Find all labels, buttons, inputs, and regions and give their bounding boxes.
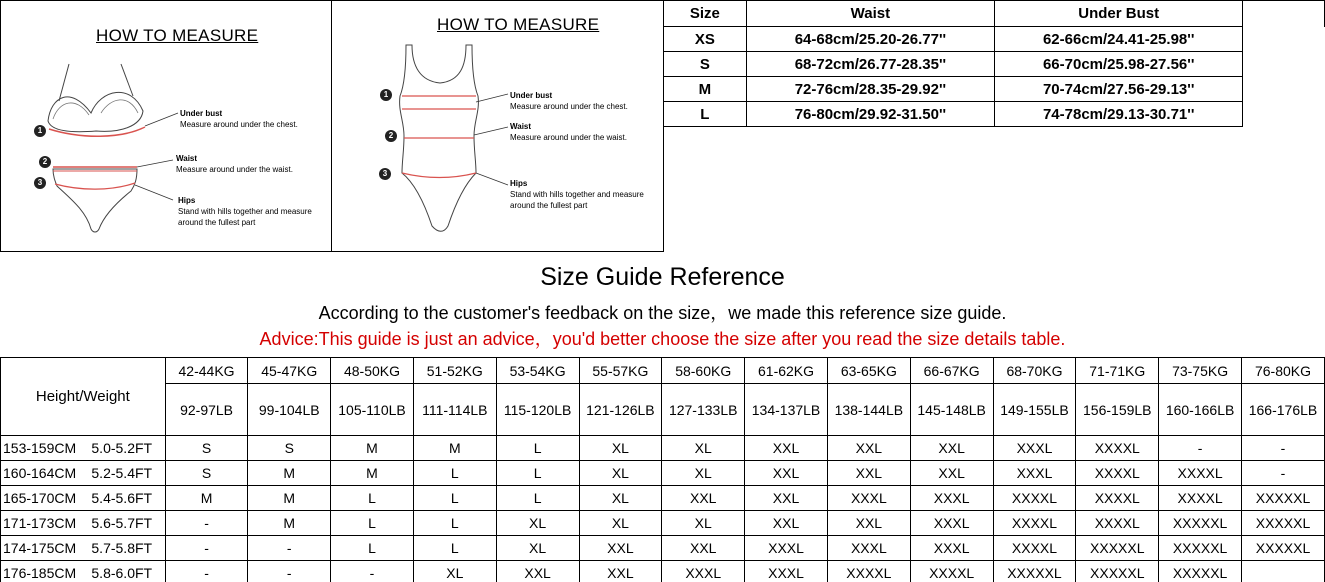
weight-kg-header: 76-80KG	[1242, 358, 1325, 384]
waist-cell: 64-68cm/25.20-26.77''	[746, 27, 994, 52]
weight-lb-header: 121-126LB	[579, 384, 662, 436]
size-recommendation-cell	[1242, 561, 1325, 582]
size-recommendation-cell: -	[1159, 436, 1242, 461]
size-recommendation-cell: XXL	[745, 436, 828, 461]
weight-kg-header: 73-75KG	[1159, 358, 1242, 384]
weight-lb-header: 127-133LB	[662, 384, 745, 436]
size-recommendation-cell: XXXXXL	[1159, 511, 1242, 536]
size-recommendation-cell: XXL	[910, 461, 993, 486]
height-cm-cell: 153-159CM	[1, 436, 84, 461]
weight-kg-header: 45-47KG	[248, 358, 331, 384]
size-guide-table	[0, 357, 1325, 582]
weight-lb-header: 145-148LB	[910, 384, 993, 436]
size-recommendation-cell: L	[331, 511, 414, 536]
under-bust-cell: 70-74cm/27.56-29.13''	[995, 77, 1243, 102]
step-text: Stand with hills together and measure	[510, 190, 644, 199]
size-recommendation-cell: XXXXL	[993, 511, 1076, 536]
weight-lb-header: 111-114LB	[413, 384, 496, 436]
size-recommendation-cell: XL	[662, 511, 745, 536]
under-bust-cell: 74-78cm/29.13-30.71''	[995, 102, 1243, 127]
size-recommendation-cell: XXL	[579, 561, 662, 582]
weight-kg-header: 51-52KG	[413, 358, 496, 384]
weight-kg-header: 48-50KG	[331, 358, 414, 384]
weight-lb-header: 105-110LB	[331, 384, 414, 436]
size-recommendation-cell: XXL	[579, 536, 662, 561]
table-row	[1, 536, 1325, 561]
size-recommendation-cell: XXL	[910, 436, 993, 461]
size-recommendation-cell: L	[413, 486, 496, 511]
header-waist: Waist	[746, 1, 994, 27]
table-row	[1, 461, 1325, 486]
height-cm-cell: 171-173CM	[1, 511, 84, 536]
header-under-bust: Under Bust	[995, 1, 1243, 27]
size-recommendation-cell: XXL	[745, 511, 828, 536]
height-cm-cell: 174-175CM	[1, 536, 84, 561]
size-recommendation-cell: L	[496, 486, 579, 511]
size-recommendation-cell: L	[331, 536, 414, 561]
step-number-badge: 3	[34, 177, 46, 189]
weight-lb-header: 149-155LB	[993, 384, 1076, 436]
size-cell: XS	[664, 27, 747, 52]
size-recommendation-cell: XXL	[662, 536, 745, 561]
size-recommendation-cell: XXXXL	[993, 486, 1076, 511]
size-recommendation-cell: XXXL	[827, 486, 910, 511]
step-number-badge: 1	[34, 125, 46, 137]
step-note	[180, 108, 298, 130]
weight-lb-header: 138-144LB	[827, 384, 910, 436]
weight-kg-header: 61-62KG	[745, 358, 828, 384]
size-recommendation-cell: XXXXXL	[1242, 511, 1325, 536]
size-recommendation-cell: M	[413, 436, 496, 461]
waist-cell: 72-76cm/28.35-29.92''	[746, 77, 994, 102]
step-note	[178, 195, 312, 228]
height-ft-cell: 5.7-5.8FT	[83, 536, 165, 561]
size-recommendation-cell: XXXL	[910, 486, 993, 511]
step-heading: Hips	[178, 196, 196, 205]
weight-kg-header: 53-54KG	[496, 358, 579, 384]
size-recommendation-cell: XXXXL	[910, 561, 993, 582]
size-recommendation-cell: XXXXL	[993, 536, 1076, 561]
size-recommendation-cell: L	[413, 461, 496, 486]
size-recommendation-cell: XL	[496, 511, 579, 536]
panel-title: HOW TO MEASURE	[437, 15, 600, 34]
weight-lb-header: 166-176LB	[1242, 384, 1325, 436]
height-cm-cell: 165-170CM	[1, 486, 84, 511]
size-recommendation-cell: XXL	[496, 561, 579, 582]
measure-panel-onepiece	[331, 0, 664, 252]
table-row	[1, 486, 1325, 511]
weight-lb-header: 160-166LB	[1159, 384, 1242, 436]
size-recommendation-cell: XXXL	[745, 561, 828, 582]
size-recommendation-cell: XXL	[827, 436, 910, 461]
weight-lb-header: 134-137LB	[745, 384, 828, 436]
size-recommendation-cell: S	[165, 436, 248, 461]
height-ft-cell: 5.4-5.6FT	[83, 486, 165, 511]
size-recommendation-cell: XL	[662, 461, 745, 486]
size-recommendation-cell: -	[1242, 461, 1325, 486]
size-recommendation-cell: XXXXL	[1076, 461, 1159, 486]
weight-lb-header: 115-120LB	[496, 384, 579, 436]
step-note	[510, 178, 644, 211]
height-ft-cell: 5.0-5.2FT	[83, 436, 165, 461]
size-recommendation-cell: XXXXL	[1159, 486, 1242, 511]
size-recommendation-cell: M	[248, 511, 331, 536]
size-recommendation-cell: XXXXL	[1076, 486, 1159, 511]
height-cm-cell: 176-185CM	[1, 561, 84, 582]
table-row	[1, 561, 1325, 582]
size-recommendation-cell: L	[413, 536, 496, 561]
weight-kg-header: 66-67KG	[910, 358, 993, 384]
height-weight-corner-label: Height/Weight	[1, 358, 166, 436]
table-row	[664, 27, 1325, 52]
step-text: Measure around under the chest.	[510, 102, 628, 111]
step-text: around the fullest part	[178, 218, 256, 227]
under-bust-cell: 66-70cm/25.98-27.56''	[995, 52, 1243, 77]
step-note	[176, 153, 293, 175]
size-recommendation-cell: -	[1242, 436, 1325, 461]
weight-kg-header-row	[1, 358, 1325, 384]
size-recommendation-cell: XXXL	[910, 511, 993, 536]
size-recommendation-cell: S	[165, 461, 248, 486]
guide-subtitle: According to the customer's feedback on the size，we made this reference size guide.	[318, 303, 1007, 323]
size-cell: M	[664, 77, 747, 102]
weight-lb-header: 92-97LB	[165, 384, 248, 436]
step-number-badge: 1	[380, 89, 392, 101]
step-number-badge: 2	[385, 130, 397, 142]
size-recommendation-cell: XL	[579, 486, 662, 511]
header-empty	[1243, 1, 1325, 27]
size-recommendation-cell: XXXL	[993, 461, 1076, 486]
weight-kg-header: 58-60KG	[662, 358, 745, 384]
table-row	[1, 436, 1325, 461]
size-measurement-table	[663, 0, 1325, 127]
size-recommendation-cell: XXXXXL	[1159, 561, 1242, 582]
size-recommendation-cell: XXXXXL	[1242, 486, 1325, 511]
size-recommendation-cell: L	[496, 461, 579, 486]
size-recommendation-cell: XXXL	[993, 436, 1076, 461]
weight-lb-header: 99-104LB	[248, 384, 331, 436]
weight-kg-header: 68-70KG	[993, 358, 1076, 384]
size-recommendation-cell: XXXL	[745, 536, 828, 561]
size-recommendation-cell: XL	[496, 536, 579, 561]
height-cm-cell: 160-164CM	[1, 461, 84, 486]
weight-kg-header: 71-71KG	[1076, 358, 1159, 384]
weight-lb-header-row	[1, 384, 1325, 436]
step-text: around the fullest part	[510, 201, 588, 210]
size-recommendation-cell: -	[331, 561, 414, 582]
step-heading: Waist	[176, 154, 198, 163]
table-header-row	[664, 1, 1325, 27]
guide-title: Size Guide Reference	[540, 263, 785, 291]
step-heading: Waist	[510, 122, 532, 131]
size-recommendation-cell: XL	[579, 461, 662, 486]
weight-kg-header: 55-57KG	[579, 358, 662, 384]
size-recommendation-cell: M	[248, 486, 331, 511]
size-recommendation-cell: L	[496, 436, 579, 461]
weight-kg-header: 63-65KG	[827, 358, 910, 384]
size-recommendation-cell: M	[165, 486, 248, 511]
height-ft-cell: 5.8-6.0FT	[83, 561, 165, 582]
step-heading: Under bust	[510, 91, 553, 100]
guide-advice: Advice:This guide is just an advice，you'd better choose the size after you read the size details table.	[259, 329, 1066, 349]
weight-lb-header: 156-159LB	[1076, 384, 1159, 436]
size-recommendation-cell: XXXXXL	[993, 561, 1076, 582]
table-row	[664, 52, 1325, 77]
step-number-badge: 3	[379, 168, 391, 180]
size-recommendation-cell: XXXXXL	[1076, 561, 1159, 582]
size-recommendation-cell: XXL	[662, 486, 745, 511]
waist-cell: 68-72cm/26.77-28.35''	[746, 52, 994, 77]
height-ft-cell: 5.6-5.7FT	[83, 511, 165, 536]
size-recommendation-cell: XXXL	[827, 536, 910, 561]
size-recommendation-cell: XXXXXL	[1159, 536, 1242, 561]
panel-title: HOW TO MEASURE	[96, 26, 259, 45]
size-recommendation-cell: -	[248, 536, 331, 561]
step-heading: Hips	[510, 179, 528, 188]
size-recommendation-cell: XL	[579, 436, 662, 461]
size-recommendation-cell: XXL	[745, 461, 828, 486]
height-ft-cell: 5.2-5.4FT	[83, 461, 165, 486]
size-recommendation-cell: XXXXL	[1159, 461, 1242, 486]
size-recommendation-cell: XXL	[745, 486, 828, 511]
measure-panel-bikini	[0, 0, 332, 252]
size-recommendation-cell: -	[248, 561, 331, 582]
size-recommendation-cell: S	[248, 436, 331, 461]
step-number-badge: 2	[39, 156, 51, 168]
size-cell: S	[664, 52, 747, 77]
step-text: Measure around under the waist.	[510, 133, 627, 142]
size-recommendation-cell: L	[413, 511, 496, 536]
weight-kg-header: 42-44KG	[165, 358, 248, 384]
size-recommendation-cell: XL	[413, 561, 496, 582]
size-recommendation-cell: XXXL	[662, 561, 745, 582]
size-recommendation-cell: XXL	[827, 511, 910, 536]
step-note	[510, 121, 627, 143]
size-recommendation-cell: -	[165, 511, 248, 536]
size-cell: L	[664, 102, 747, 127]
size-recommendation-cell: L	[331, 486, 414, 511]
size-recommendation-cell: XL	[662, 436, 745, 461]
table-row	[1, 511, 1325, 536]
step-text: Stand with hills together and measure	[178, 207, 312, 216]
size-recommendation-cell: -	[165, 536, 248, 561]
size-recommendation-cell: XXXXXL	[1242, 536, 1325, 561]
header-size: Size	[664, 1, 747, 27]
step-text: Measure around under the waist.	[176, 165, 293, 174]
size-recommendation-cell: -	[165, 561, 248, 582]
size-recommendation-cell: XXXXL	[1076, 511, 1159, 536]
size-recommendation-cell: XXL	[827, 461, 910, 486]
step-heading: Under bust	[180, 109, 223, 118]
size-recommendation-cell: M	[248, 461, 331, 486]
size-recommendation-cell: XL	[579, 511, 662, 536]
step-text: Measure around under the chest.	[180, 120, 298, 129]
table-row	[664, 77, 1325, 102]
size-recommendation-cell: M	[331, 436, 414, 461]
table-row	[664, 102, 1325, 127]
size-recommendation-cell: M	[331, 461, 414, 486]
size-recommendation-cell: XXXXL	[827, 561, 910, 582]
size-recommendation-cell: XXXL	[910, 536, 993, 561]
size-recommendation-cell: XXXXXL	[1076, 536, 1159, 561]
under-bust-cell: 62-66cm/24.41-25.98''	[995, 27, 1243, 52]
step-note	[510, 90, 628, 112]
size-recommendation-cell: XXXXL	[1076, 436, 1159, 461]
waist-cell: 76-80cm/29.92-31.50''	[746, 102, 994, 127]
